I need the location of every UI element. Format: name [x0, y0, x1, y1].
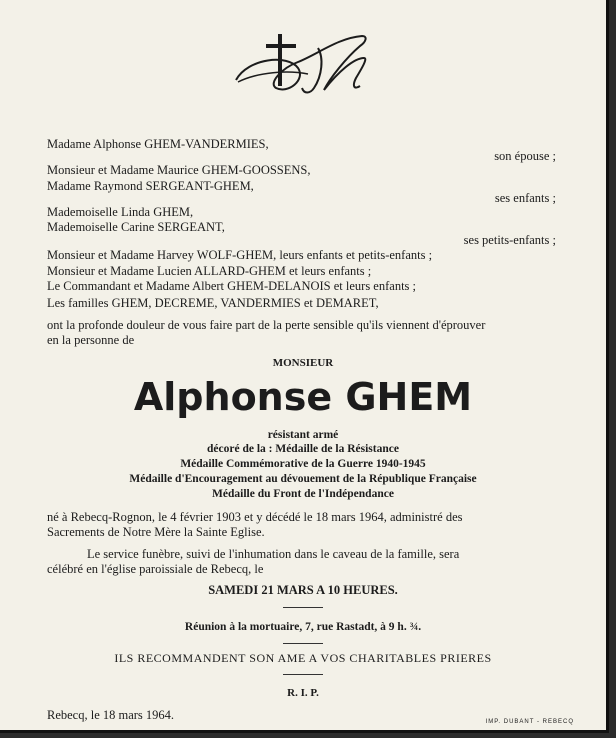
- bio-text: Sacrements de Notre Mère la Sainte Eglise.: [47, 525, 265, 539]
- printer-mark: IMP. DUBANT - REBECQ: [485, 719, 574, 725]
- service-text: Le service funèbre, suivi de l'inhumation dans le caveau de la famille, sera: [87, 547, 460, 561]
- service-date: SAMEDI 21 MARS A 10 HEURES.: [208, 583, 398, 597]
- deceased-name: Alphonse GHEM: [133, 375, 473, 419]
- honor-line: Médaille d'Encouragement au dévouement de la République Française: [129, 473, 477, 485]
- divider: [283, 607, 323, 608]
- family-line: Mademoiselle Carine SERGEANT,: [47, 220, 225, 234]
- family-line: Monsieur et Madame Harvey WOLF-GHEM, leurs enfants et petits-enfants ;: [47, 248, 433, 262]
- family-line: Mademoiselle Linda GHEM,: [47, 205, 194, 219]
- family-line: Les familles GHEM, DECREME, VANDERMIES et DEMARET,: [47, 296, 379, 310]
- family-line: ses petits-enfants ;: [463, 233, 556, 247]
- honor-line: Médaille du Front de l'Indépendance: [212, 488, 394, 500]
- honor-line: résistant armé: [267, 429, 339, 441]
- place-date: Rebecq, le 18 mars 1964.: [47, 708, 175, 722]
- family-line: Madame Raymond SERGEANT-GHEM,: [47, 179, 254, 193]
- family-line: ses enfants ;: [494, 191, 556, 205]
- rip-text: R. I. P.: [287, 687, 319, 699]
- service-text: célébré en l'église paroissiale de Rebecq, le: [47, 562, 264, 576]
- honor-line: Médaille Commémorative de la Guerre 1940-1945: [180, 458, 426, 470]
- family-line: Monsieur et Madame Lucien ALLARD-GHEM et leurs enfants ;: [47, 264, 372, 278]
- recommendation-text: ILS RECOMMANDENT SON AME A VOS CHARITABLES PRIERES: [114, 651, 492, 665]
- family-line: ont la profonde douleur de vous faire part de la perte sensible qu'ils viennent d'éprouver: [47, 318, 486, 332]
- bio-text: né à Rebecq-Rognon, le 4 février 1903 et y décédé le 18 mars 1964, administré des: [47, 510, 463, 524]
- family-line: en la personne de: [47, 333, 135, 347]
- family-line: Monsieur et Madame Maurice GHEM-GOOSSENS,: [47, 163, 311, 177]
- divider: [283, 674, 323, 675]
- reunion-text: Réunion à la mortuaire, 7, rue Rastadt, à 9 h. ¾.: [184, 621, 422, 633]
- family-line: son épouse ;: [494, 149, 556, 163]
- divider: [283, 643, 323, 644]
- cross-monogram-icon: [228, 28, 378, 100]
- title-prefix: MONSIEUR: [272, 357, 334, 369]
- honor-line: décoré de la : Médaille de la Résistance: [207, 443, 399, 455]
- family-line: Le Commandant et Madame Albert GHEM-DELANOIS et leurs enfants ;: [47, 279, 417, 293]
- family-line: Madame Alphonse GHEM-VANDERMIES,: [47, 137, 269, 151]
